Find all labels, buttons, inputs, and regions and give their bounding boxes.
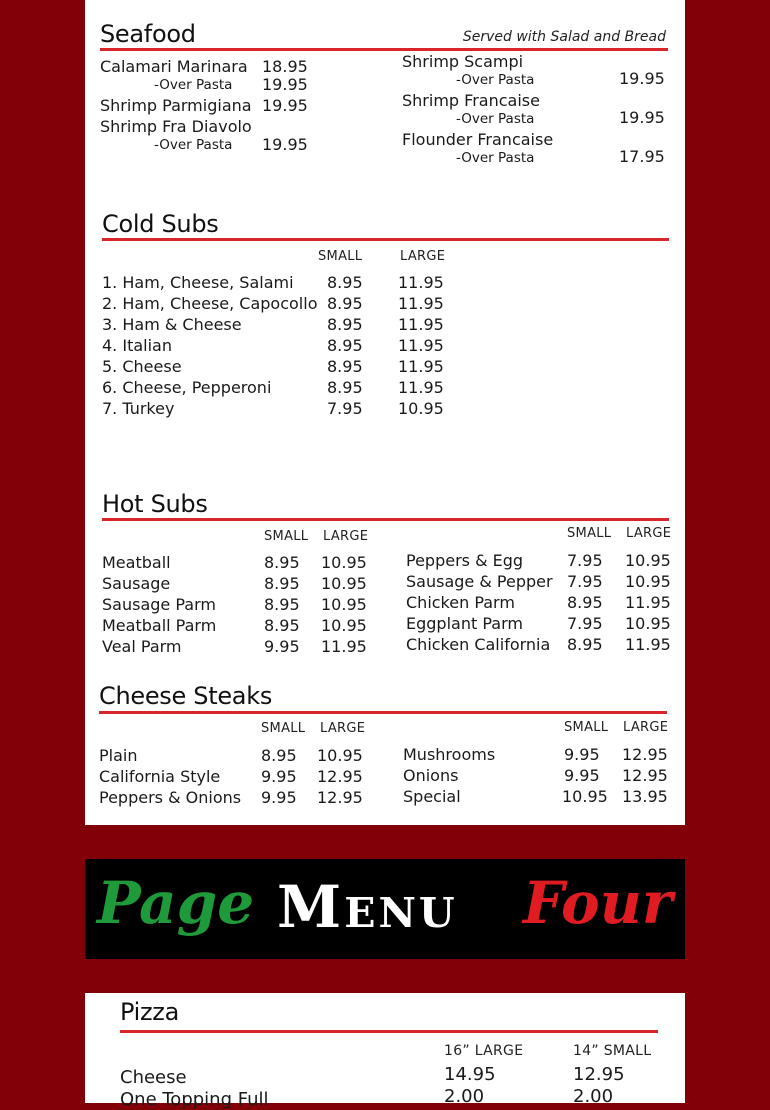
- menu-item-price-small: 9.95: [261, 788, 297, 807]
- page-banner: [85, 859, 685, 959]
- menu-item-name: Cheese: [120, 1067, 187, 1088]
- col-header-large: LARGE: [320, 721, 366, 736]
- col-header-large: 16” LARGE: [444, 1043, 524, 1059]
- menu-item-name: 5. Cheese: [102, 357, 182, 376]
- cold-subs-title: Cold Subs: [102, 210, 219, 238]
- menu-item-name: Shrimp Fra Diavolo: [100, 117, 252, 136]
- menu-item-price-small: 2.00: [573, 1086, 614, 1107]
- seafood-rule: [100, 48, 668, 51]
- menu-item-price-small: 8.95: [327, 378, 363, 397]
- menu-item-price-large: 10.95: [321, 616, 367, 635]
- menu-item-name: Flounder Francaise: [402, 130, 554, 149]
- col-header-small: SMALL: [318, 249, 363, 264]
- hot-subs-title: Hot Subs: [102, 490, 208, 518]
- menu-item-price-small: 8.95: [327, 315, 363, 334]
- col-header-small: SMALL: [261, 721, 306, 736]
- menu-item-price-small: 8.95: [264, 553, 300, 572]
- menu-sheet-pizza: [85, 993, 685, 1110]
- cold-subs-rule: [102, 238, 669, 241]
- cheese-steaks-title: Cheese Steaks: [99, 682, 273, 710]
- pizza-title: Pizza: [120, 998, 180, 1026]
- menu-sheet: [85, 0, 685, 825]
- menu-item-name: 3. Ham & Cheese: [102, 315, 242, 334]
- menu-item-name: Chicken Parm: [406, 593, 515, 612]
- menu-item-price-small: 9.95: [564, 745, 600, 764]
- menu-item-name: Sausage & Pepper: [406, 572, 553, 591]
- menu-item-name: Mushrooms: [403, 745, 496, 764]
- menu-item-price-large: 11.95: [625, 593, 671, 612]
- menu-item-price-large: 11.95: [398, 336, 444, 355]
- menu-item-price-large: 10.95: [625, 551, 671, 570]
- hot-subs-rule: [102, 518, 669, 521]
- menu-item-name: Plain: [99, 746, 138, 765]
- menu-item-price-small: 9.95: [264, 637, 300, 656]
- menu-item-name: Sausage: [102, 574, 171, 593]
- menu-item-price-large: 10.95: [625, 614, 671, 633]
- menu-item-price-small: 10.95: [562, 787, 608, 806]
- col-header-large: LARGE: [400, 249, 446, 264]
- menu-item-price-small: 8.95: [264, 574, 300, 593]
- menu-item-name: Shrimp Francaise: [402, 91, 540, 110]
- banner-word-page: Page: [97, 869, 255, 937]
- menu-item-price-large: 11.95: [398, 294, 444, 313]
- menu-item-price-small: 8.95: [567, 593, 603, 612]
- menu-item-price: 19.95: [262, 96, 308, 115]
- menu-item-price-small: 7.95: [567, 572, 603, 591]
- menu-item-price-large: 11.95: [321, 637, 367, 656]
- menu-item-variant: -Over Pasta: [154, 137, 233, 153]
- menu-item-price-large: 12.95: [317, 767, 363, 786]
- seafood-note: Served with Salad and Bread: [462, 29, 666, 45]
- menu-item-name: Meatball Parm: [102, 616, 217, 635]
- menu-item-price-small: 9.95: [261, 767, 297, 786]
- menu-item-variant: -Over Pasta: [456, 72, 535, 88]
- menu-item-name: Chicken California: [406, 635, 551, 654]
- menu-item-price: 18.95: [262, 57, 308, 76]
- menu-item-price-small: 7.95: [567, 614, 603, 633]
- menu-item-name: California Style: [99, 767, 221, 786]
- menu-item-price-large: 13.95: [622, 787, 668, 806]
- menu-item-price: 19.95: [619, 69, 665, 88]
- menu-item-name: Meatball: [102, 553, 171, 572]
- menu-item-price-small: 12.95: [573, 1064, 625, 1085]
- menu-item-price: 19.95: [619, 108, 665, 127]
- pizza-rule: [120, 1030, 658, 1033]
- menu-item-price-large: 14.95: [444, 1064, 496, 1085]
- cheese-steaks-rule: [99, 711, 667, 714]
- menu-item-price-large: 2.00: [444, 1086, 485, 1107]
- menu-item-price-large: 12.95: [622, 766, 668, 785]
- col-header-large: LARGE: [323, 529, 369, 544]
- menu-item-price: 19.95: [262, 75, 308, 94]
- col-header-large: LARGE: [626, 526, 672, 541]
- menu-item-name: 2. Ham, Cheese, Capocollo: [102, 294, 318, 313]
- banner-word-four: Four: [523, 869, 673, 937]
- menu-item-variant: -Over Pasta: [456, 150, 535, 166]
- menu-item-price-large: 10.95: [321, 553, 367, 572]
- menu-item-price-small: 9.95: [564, 766, 600, 785]
- menu-item-price-large: 10.95: [321, 595, 367, 614]
- menu-item-price-small: 7.95: [327, 399, 363, 418]
- menu-item-price-small: 8.95: [327, 357, 363, 376]
- menu-item-price-small: 8.95: [327, 273, 363, 292]
- col-header-small: SMALL: [567, 526, 612, 541]
- menu-item-price-small: 8.95: [264, 595, 300, 614]
- col-header-small: SMALL: [264, 529, 309, 544]
- menu-item-price-large: 11.95: [625, 635, 671, 654]
- menu-item-name: Peppers & Onions: [99, 788, 242, 807]
- menu-item-price-large: 11.95: [398, 315, 444, 334]
- menu-item-price-large: 11.95: [398, 273, 444, 292]
- menu-item-price-large: 10.95: [317, 746, 363, 765]
- menu-item-name: Veal Parm: [102, 637, 182, 656]
- menu-item-name: Onions: [403, 766, 459, 785]
- menu-item-variant: -Over Pasta: [456, 111, 535, 127]
- col-header-small: 14” SMALL: [573, 1043, 652, 1059]
- menu-item-name: 7. Turkey: [102, 399, 175, 418]
- menu-item-name: Sausage Parm: [102, 595, 216, 614]
- menu-item-name: 4. Italian: [102, 336, 172, 355]
- menu-item-name: Shrimp Scampi: [402, 52, 524, 71]
- menu-item-price-small: 8.95: [327, 336, 363, 355]
- menu-item-price-large: 12.95: [622, 745, 668, 764]
- menu-item-price-large: 11.95: [398, 357, 444, 376]
- menu-item-price-small: 8.95: [261, 746, 297, 765]
- menu-item-price: 19.95: [262, 135, 308, 154]
- menu-item-price-large: 12.95: [317, 788, 363, 807]
- menu-item-name: 6. Cheese, Pepperoni: [102, 378, 272, 397]
- menu-item-price-small: 8.95: [567, 635, 603, 654]
- banner-word-menu: Menu: [277, 873, 458, 941]
- col-header-small: SMALL: [564, 720, 609, 735]
- menu-item-name: Peppers & Egg: [406, 551, 524, 570]
- menu-item-name: One Topping Full: [120, 1089, 269, 1110]
- menu-item-name: Shrimp Parmigiana: [100, 96, 252, 115]
- menu-item-name: 1. Ham, Cheese, Salami: [102, 273, 294, 292]
- menu-item-price-large: 11.95: [398, 378, 444, 397]
- menu-item-price: 17.95: [619, 147, 665, 166]
- menu-item-variant: -Over Pasta: [154, 77, 233, 93]
- seafood-title: Seafood: [100, 20, 196, 48]
- menu-item-name: Calamari Marinara: [100, 57, 248, 76]
- col-header-large: LARGE: [623, 720, 669, 735]
- menu-item-name: Special: [403, 787, 461, 806]
- menu-item-price-small: 8.95: [264, 616, 300, 635]
- menu-item-price-small: 8.95: [327, 294, 363, 313]
- menu-item-name: Eggplant Parm: [406, 614, 523, 633]
- menu-item-price-small: 7.95: [567, 551, 603, 570]
- menu-item-price-large: 10.95: [625, 572, 671, 591]
- menu-item-price-large: 10.95: [321, 574, 367, 593]
- menu-item-price-large: 10.95: [398, 399, 444, 418]
